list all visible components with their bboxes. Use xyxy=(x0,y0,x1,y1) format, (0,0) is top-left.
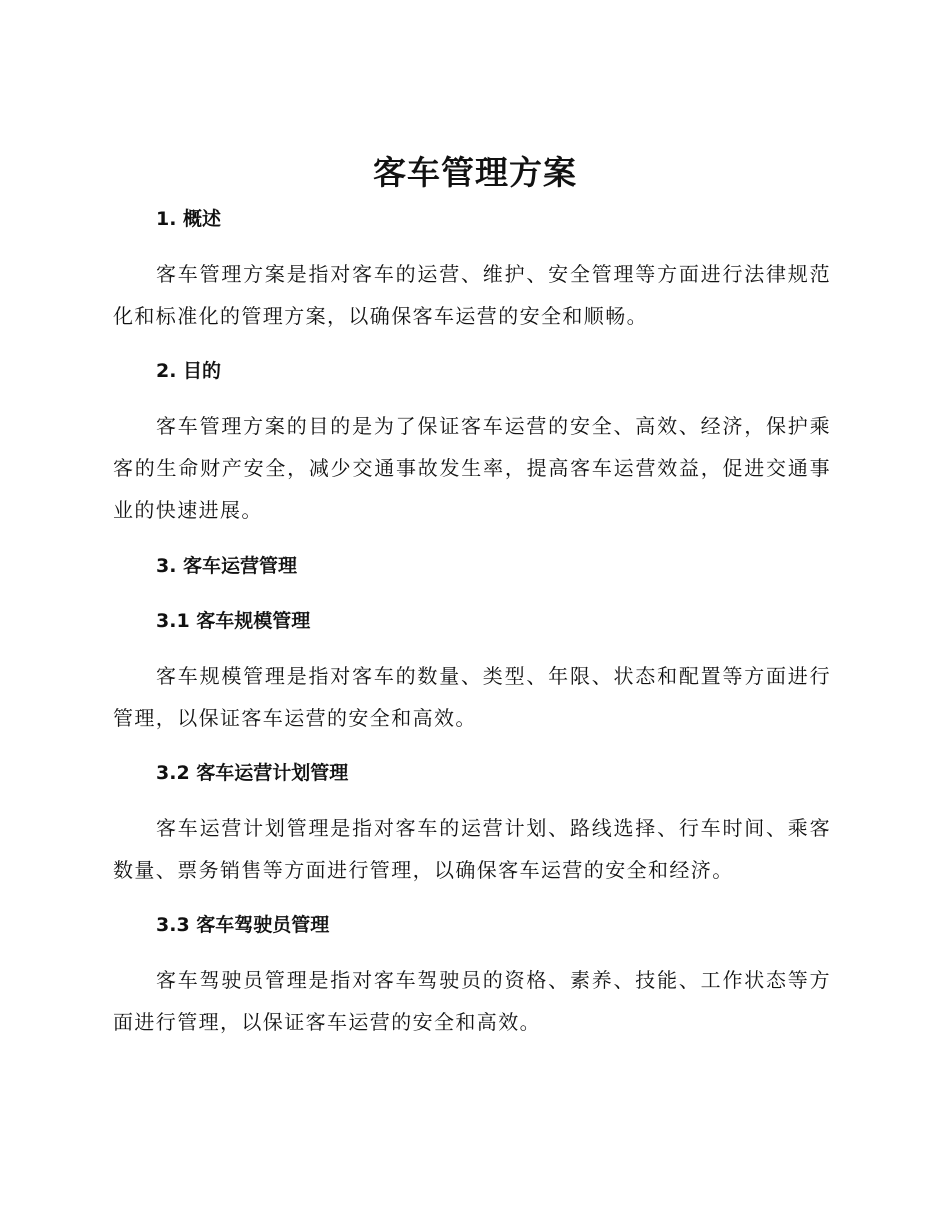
section-heading-operation-plan: 3.2 客车运营计划管理 xyxy=(156,762,349,784)
section-heading-overview: 1. 概述 xyxy=(156,208,222,230)
section-heading-driver-management: 3.3 客车驾驶员管理 xyxy=(156,914,330,936)
section-body-purpose: 客车管理方案的目的是为了保证客车运营的安全、高效、经济，保护乘客的生命财产安全，减少交通事故发生率，提高客车运营效益，促进交通事业的快速进展。 xyxy=(113,414,831,522)
section-heading-fleet-size: 3.1 客车规模管理 xyxy=(156,610,311,632)
section-body-driver-management: 客车驾驶员管理是指对客车驾驶员的资格、素养、技能、工作状态等方面进行管理，以保证客车运营的安全和高效。 xyxy=(113,968,831,1034)
section-body-overview: 客车管理方案是指对客车的运营、维护、安全管理等方面进行法律规范化和标准化的管理方案，以确保客车运营的安全和顺畅。 xyxy=(113,262,831,328)
section-body-fleet-size: 客车规模管理是指对客车的数量、类型、年限、状态和配置等方面进行管理，以保证客车运营的安全和高效。 xyxy=(113,664,831,730)
document-title: 客车管理方案 xyxy=(373,153,577,192)
section-heading-operation-management: 3. 客车运营管理 xyxy=(156,555,298,577)
section-body-operation-plan: 客车运营计划管理是指对客车的运营计划、路线选择、行车时间、乘客数量、票务销售等方面进行管理，以确保客车运营的安全和经济。 xyxy=(113,816,831,882)
section-heading-purpose: 2. 目的 xyxy=(156,360,222,382)
